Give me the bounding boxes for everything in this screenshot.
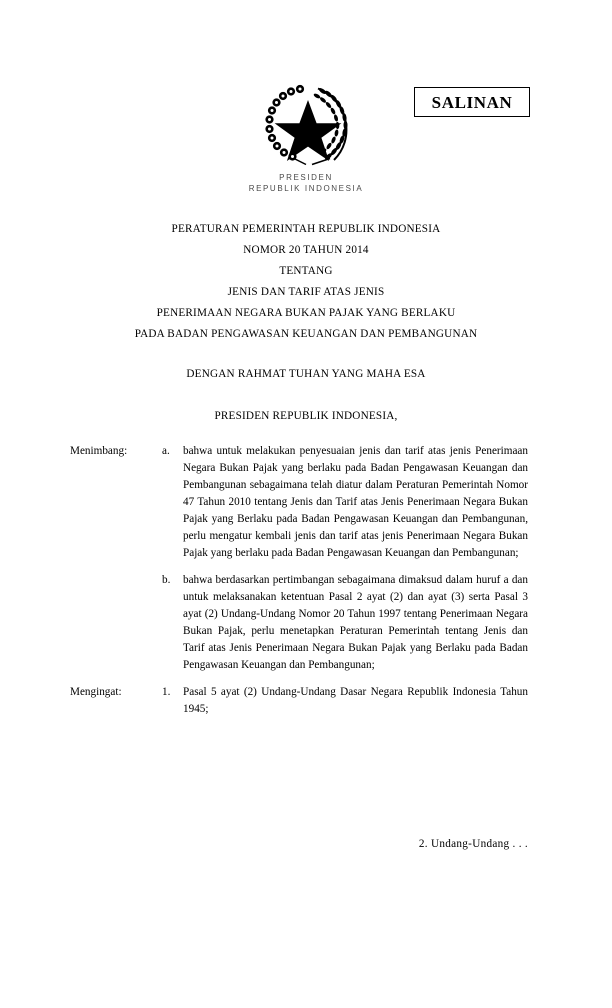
seal-caption xyxy=(0,172,612,194)
title-line-number: NOMOR 20 TAHUN 2014 xyxy=(243,244,369,256)
title-line-subject-1: JENIS DAN TARIF ATAS JENIS xyxy=(227,286,385,298)
clause-marker-a: a. xyxy=(162,445,170,457)
salinan-stamp-label: SALINAN xyxy=(431,92,513,112)
clause-text-b: bahwa berdasarkan pertimbangan sebagaimana dimaksud dalam huruf a dan untuk melaksanakan ketentuan Pasal 2 ayat (2) dan ayat (3) serta Pasal 3 ayat (2) Undang-Undang Nomor 20 Tahun 1997 tentang Penerimaan Negara Bukan Pajak, perlu menetapkan Peraturan Pemerintah tentang Jenis dan Tarif atas Jenis Penerimaan Negara Bukan Pajak yang Berlaku pada Badan Pengawasan Keuangan dan Pembangunan; xyxy=(183,574,528,671)
authority-line: PRESIDEN REPUBLIK INDONESIA, xyxy=(214,410,398,422)
title-line-tentang: TENTANG xyxy=(279,265,333,277)
document-header xyxy=(0,0,612,205)
clause-marker-1: 1. xyxy=(162,686,171,698)
blessing-line: DENGAN RAHMAT TUHAN YANG MAHA ESA xyxy=(186,368,426,380)
page-continuation-note: 2. Undang-Undang . . . xyxy=(418,838,528,850)
presidential-seal-icon xyxy=(256,76,360,172)
title-line-1: PERATURAN PEMERINTAH REPUBLIK INDONESIA xyxy=(171,223,441,235)
salinan-stamp xyxy=(414,87,530,117)
clause-group-menimbang xyxy=(70,443,528,674)
clause-label-menimbang: Menimbang: xyxy=(70,445,128,457)
seal-caption-line1: PRESIDEN xyxy=(279,173,333,182)
document-title-block xyxy=(56,219,556,345)
clause-item xyxy=(70,443,528,562)
title-line-subject-2: PENERIMAAN NEGARA BUKAN PAJAK YANG BERLAKU xyxy=(156,307,456,319)
clause-section xyxy=(70,443,528,718)
clause-marker-b: b. xyxy=(162,574,171,586)
clause-label-mengingat: Mengingat: xyxy=(70,686,122,698)
title-line-subject-3: PADA BADAN PENGAWASAN KEUANGAN DAN PEMBANGUNAN xyxy=(134,328,478,340)
clause-text-a: bahwa untuk melakukan penyesuaian jenis dan tarif atas jenis Penerimaan Negara Bukan Pajak yang berlaku pada Badan Pengawasan Keuangan dan Pembangunan sebagaimana telah diatur dalam Peraturan Pemerintah Nomor 47 Tahun 2010 tentang Jenis dan Tarif atas Jenis Penerimaan Negara Bukan Pajak yang Berlaku pada Badan Pengawasan Keuangan dan Pembangunan, perlu mengatur kembali jenis dan tarif atas jenis Penerimaan Negara Bukan Pajak yang berlaku pada Badan Pengawasan Keuangan dan Pembangunan; xyxy=(183,445,528,559)
clause-item xyxy=(70,684,528,718)
clause-item xyxy=(70,572,528,674)
clause-group-mengingat xyxy=(70,684,528,718)
clause-text-1: Pasal 5 ayat (2) Undang-Undang Dasar Negara Republik Indonesia Tahun 1945; xyxy=(183,686,528,715)
seal-caption-line2: REPUBLIK INDONESIA xyxy=(248,184,364,193)
